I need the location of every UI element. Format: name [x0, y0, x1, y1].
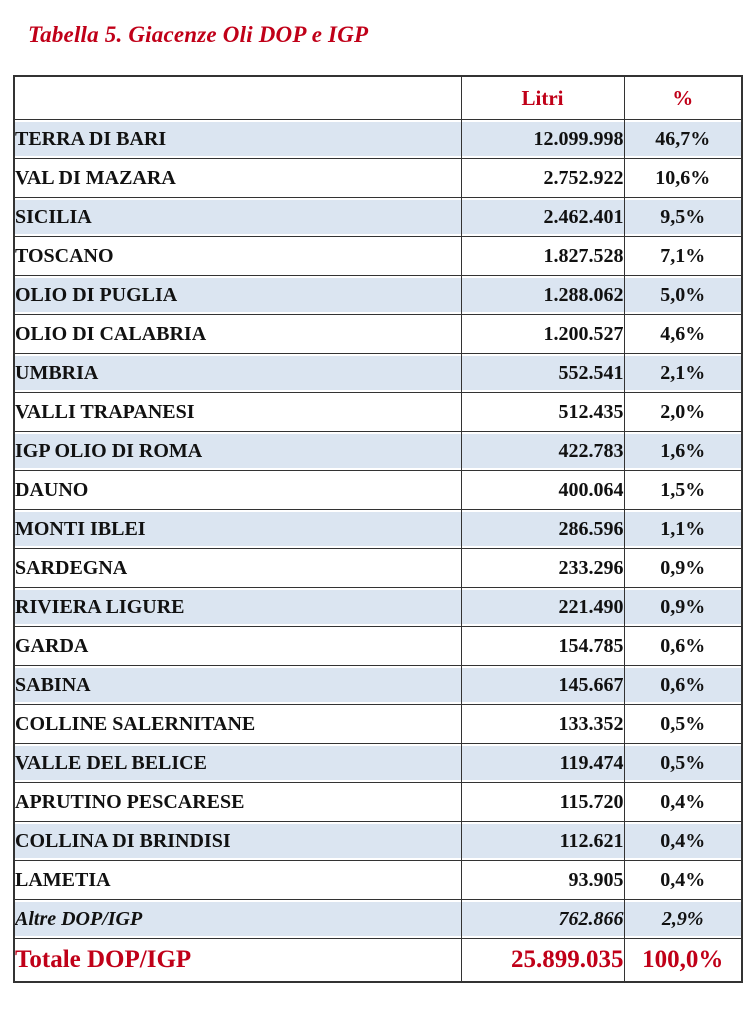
total-row	[14, 939, 742, 983]
row-name-cell: DAUNO	[14, 471, 461, 510]
row-name-cell: SICILIA	[14, 198, 461, 237]
row-percent-cell: 4,6%	[624, 315, 742, 354]
table-row	[14, 315, 742, 354]
row-litri-cell: 286.596	[461, 510, 624, 549]
row-litri-cell: 552.541	[461, 354, 624, 393]
table-row	[14, 705, 742, 744]
table-row	[14, 237, 742, 276]
row-name-cell: LAMETIA	[14, 861, 461, 900]
table-row	[14, 510, 742, 549]
row-name-cell: IGP OLIO DI ROMA	[14, 432, 461, 471]
row-litri-cell: 2.752.922	[461, 159, 624, 198]
row-name-cell: MONTI IBLEI	[14, 510, 461, 549]
row-percent-cell: 46,7%	[624, 120, 742, 159]
table-row	[14, 627, 742, 666]
row-litri-cell: 400.064	[461, 471, 624, 510]
row-litri-cell: 233.296	[461, 549, 624, 588]
row-name-cell: SABINA	[14, 666, 461, 705]
row-name-cell: VALLE DEL BELICE	[14, 744, 461, 783]
row-litri-cell: 1.200.527	[461, 315, 624, 354]
row-litri-cell: 422.783	[461, 432, 624, 471]
row-litri-cell: 25.899.035	[461, 939, 624, 983]
table-row	[14, 549, 742, 588]
row-name-cell: VALLI TRAPANESI	[14, 393, 461, 432]
table-row	[14, 354, 742, 393]
row-name-cell: APRUTINO PESCARESE	[14, 783, 461, 822]
row-litri-cell: 221.490	[461, 588, 624, 627]
row-litri-cell: 1.827.528	[461, 237, 624, 276]
row-percent-cell: 0,5%	[624, 705, 742, 744]
row-name-cell: TERRA DI BARI	[14, 120, 461, 159]
table-row	[14, 900, 742, 939]
row-percent-cell: 0,4%	[624, 783, 742, 822]
table-row	[14, 588, 742, 627]
row-percent-cell: 0,5%	[624, 744, 742, 783]
row-percent-cell: 100,0%	[624, 939, 742, 983]
row-litri-cell: 119.474	[461, 744, 624, 783]
table-row	[14, 666, 742, 705]
row-litri-cell: 133.352	[461, 705, 624, 744]
row-percent-cell: 7,1%	[624, 237, 742, 276]
row-percent-cell: 0,4%	[624, 861, 742, 900]
row-litri-cell: 93.905	[461, 861, 624, 900]
header-percent-cell: %	[624, 76, 742, 120]
row-litri-cell: 1.288.062	[461, 276, 624, 315]
row-percent-cell: 0,4%	[624, 822, 742, 861]
table-row	[14, 432, 742, 471]
row-name-cell: COLLINE SALERNITANE	[14, 705, 461, 744]
table-row	[14, 822, 742, 861]
row-name-cell: VAL DI MAZARA	[14, 159, 461, 198]
row-percent-cell: 1,6%	[624, 432, 742, 471]
table-body	[14, 120, 742, 983]
table-row	[14, 159, 742, 198]
row-name-cell: RIVIERA LIGURE	[14, 588, 461, 627]
row-name-cell: COLLINA DI BRINDISI	[14, 822, 461, 861]
table-row	[14, 783, 742, 822]
header-litri-cell: Litri	[461, 76, 624, 120]
row-litri-cell: 154.785	[461, 627, 624, 666]
row-litri-cell: 145.667	[461, 666, 624, 705]
row-litri-cell: 512.435	[461, 393, 624, 432]
row-litri-cell: 762.866	[461, 900, 624, 939]
row-percent-cell: 5,0%	[624, 276, 742, 315]
table-header-row	[14, 76, 742, 120]
row-percent-cell: 0,9%	[624, 588, 742, 627]
row-percent-cell: 1,1%	[624, 510, 742, 549]
row-percent-cell: 2,1%	[624, 354, 742, 393]
row-name-cell: SARDEGNA	[14, 549, 461, 588]
table-row	[14, 276, 742, 315]
row-litri-cell: 2.462.401	[461, 198, 624, 237]
row-percent-cell: 0,6%	[624, 627, 742, 666]
row-percent-cell: 1,5%	[624, 471, 742, 510]
row-litri-cell: 115.720	[461, 783, 624, 822]
row-percent-cell: 2,0%	[624, 393, 742, 432]
row-percent-cell: 0,6%	[624, 666, 742, 705]
row-name-cell: TOSCANO	[14, 237, 461, 276]
table-row	[14, 120, 742, 159]
giacenze-table	[13, 75, 743, 983]
row-name-cell: Totale DOP/IGP	[14, 939, 461, 983]
row-percent-cell: 2,9%	[624, 900, 742, 939]
header-name-cell	[14, 76, 461, 120]
row-name-cell: OLIO DI PUGLIA	[14, 276, 461, 315]
row-name-cell: UMBRIA	[14, 354, 461, 393]
table-row	[14, 744, 742, 783]
table-title: Tabella 5. Giacenze Oli DOP e IGP	[28, 22, 369, 47]
row-litri-cell: 112.621	[461, 822, 624, 861]
row-litri-cell: 12.099.998	[461, 120, 624, 159]
row-percent-cell: 10,6%	[624, 159, 742, 198]
table-row	[14, 471, 742, 510]
row-percent-cell: 0,9%	[624, 549, 742, 588]
table-row	[14, 861, 742, 900]
row-name-cell: GARDA	[14, 627, 461, 666]
table-row	[14, 393, 742, 432]
row-name-cell: OLIO DI CALABRIA	[14, 315, 461, 354]
row-name-cell: Altre DOP/IGP	[14, 900, 461, 939]
row-percent-cell: 9,5%	[624, 198, 742, 237]
table-row	[14, 198, 742, 237]
